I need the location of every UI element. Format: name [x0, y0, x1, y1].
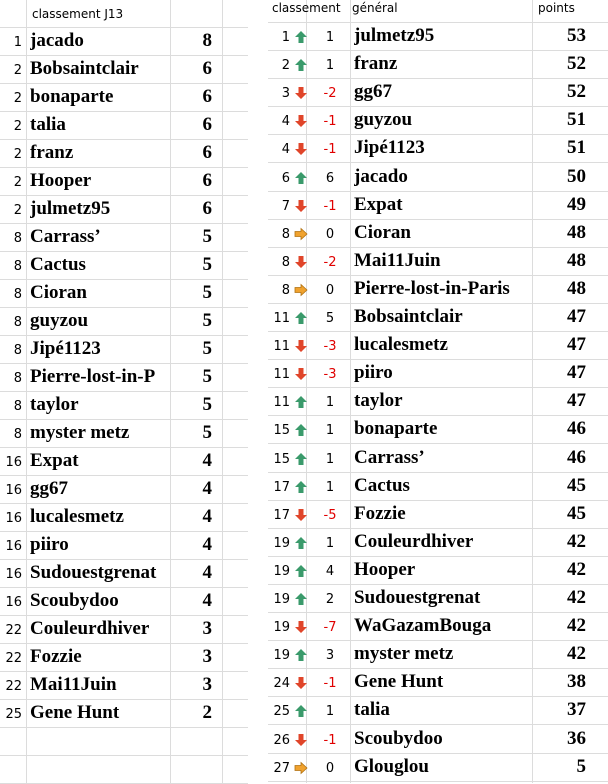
player-name: Hooper [30, 170, 92, 191]
player-name: Cactus [354, 474, 410, 496]
points-cell: 47 [567, 334, 586, 356]
rank-cell: 26 [273, 732, 290, 748]
arrow-down-icon [294, 676, 308, 690]
table-row [268, 613, 608, 641]
rank-cell: 8 [13, 427, 22, 442]
arrow-up-icon [294, 592, 308, 606]
table-row [268, 276, 608, 304]
player-name: Gene Hunt [30, 702, 120, 723]
points-cell: 6 [202, 58, 212, 79]
table-row [0, 420, 248, 448]
rank-cell: 16 [5, 539, 22, 554]
player-name: Glouglou [354, 755, 429, 777]
rank-cell: 2 [13, 91, 22, 106]
player-name: Carrass’ [30, 226, 101, 247]
trend-delta: -2 [323, 86, 337, 102]
rank-cell: 8 [281, 254, 290, 270]
table-row [268, 669, 608, 697]
points-cell: 6 [202, 198, 212, 219]
points-cell: 42 [567, 587, 586, 608]
player-name: Cactus [30, 254, 86, 275]
player-name: guyzou [354, 109, 413, 131]
trend-delta: -5 [323, 507, 337, 523]
player-name: myster metz [354, 643, 454, 665]
arrow-down-icon [294, 199, 308, 213]
trend-delta: 1 [325, 535, 335, 551]
table-row [0, 448, 248, 476]
arrow-up-icon [294, 704, 308, 718]
trend-delta: -2 [323, 254, 337, 270]
rank-cell: 4 [281, 142, 290, 158]
arrow-down-icon [294, 339, 308, 353]
points-cell: 5 [202, 338, 212, 359]
rank-cell: 11 [273, 367, 290, 383]
player-name: gg67 [30, 478, 68, 499]
arrow-up-icon [294, 423, 308, 437]
table-row [0, 504, 248, 532]
trend-delta: -3 [323, 367, 337, 383]
table-row [268, 501, 608, 529]
rank-cell: 2 [281, 58, 290, 74]
arrow-up-icon [294, 58, 308, 72]
trend-delta: 1 [325, 451, 335, 467]
table-row [0, 672, 248, 700]
arrow-up-icon [294, 536, 308, 550]
player-name: Hooper [354, 558, 416, 580]
player-name: piiro [354, 362, 393, 384]
trend-delta: 1 [325, 479, 335, 495]
table-row [0, 252, 248, 280]
points-cell: 47 [567, 390, 586, 412]
table-row [268, 332, 608, 360]
rank-cell: 24 [273, 676, 290, 692]
player-name: julmetz95 [354, 25, 435, 46]
rank-cell: 16 [5, 567, 22, 582]
arrow-right-icon [294, 227, 308, 241]
points-cell: 51 [567, 137, 586, 159]
table-row [268, 388, 608, 416]
player-name: Pierre-lost-in-Paris [354, 277, 510, 299]
player-name: bonaparte [354, 418, 438, 440]
table-row [0, 84, 248, 112]
arrow-up-icon [294, 480, 308, 494]
table-row [268, 473, 608, 501]
player-name: Mai11Juin [354, 249, 441, 271]
points-cell: 6 [202, 114, 212, 135]
table-row [268, 135, 608, 163]
player-name: piiro [30, 534, 69, 555]
rank-cell: 19 [273, 648, 290, 664]
player-name: taylor [354, 390, 403, 412]
arrow-right-icon [294, 761, 308, 775]
points-cell: 45 [567, 474, 586, 496]
player-name: myster metz [30, 422, 130, 443]
points-cell: 47 [567, 306, 586, 327]
rank-cell: 8 [13, 231, 22, 246]
arrow-right-icon [294, 283, 308, 297]
table-row [0, 196, 248, 224]
rank-cell: 3 [281, 86, 290, 102]
points-cell: 49 [567, 193, 586, 215]
left-header: classement J13 [32, 7, 124, 21]
arrow-down-icon [294, 255, 308, 269]
points-cell: 45 [567, 502, 586, 524]
points-cell: 42 [567, 615, 586, 637]
table-row [0, 364, 248, 392]
points-cell: 3 [202, 674, 212, 695]
points-cell: 4 [202, 450, 212, 471]
rank-cell: 11 [273, 395, 290, 411]
points-cell: 3 [202, 618, 212, 639]
rank-cell: 1 [13, 35, 22, 50]
rank-cell: 8 [13, 315, 22, 330]
points-cell: 48 [567, 221, 586, 243]
points-cell: 37 [567, 699, 586, 721]
player-name: lucalesmetz [354, 334, 448, 356]
points-cell: 4 [202, 534, 212, 555]
table-row [268, 697, 608, 725]
table-row [0, 616, 248, 644]
player-name: Scoubydoo [354, 727, 443, 749]
table-row [0, 392, 248, 420]
arrow-down-icon [294, 733, 308, 747]
table-row [0, 644, 248, 672]
table-row [0, 168, 248, 196]
points-cell: 51 [567, 109, 586, 131]
table-row [0, 588, 248, 616]
points-cell: 47 [567, 362, 586, 384]
arrow-up-icon [294, 452, 308, 466]
trend-delta: 1 [325, 30, 335, 45]
arrow-up-icon [294, 395, 308, 409]
rank-cell: 15 [273, 451, 290, 467]
points-cell: 6 [202, 86, 212, 107]
player-name: Jipé1123 [30, 338, 101, 359]
points-cell: 36 [567, 727, 586, 749]
rank-cell: 11 [273, 339, 290, 355]
table-row [268, 304, 608, 332]
rank-cell: 8 [13, 259, 22, 274]
table-row [268, 360, 608, 388]
player-name: Scoubydoo [30, 590, 119, 611]
trend-delta: -1 [323, 114, 337, 130]
table-row [268, 51, 608, 79]
player-name: Couleurdhiver [30, 618, 150, 639]
table-row [0, 140, 248, 168]
arrow-down-icon [294, 508, 308, 522]
rank-cell: 22 [5, 651, 22, 666]
rank-cell: 8 [281, 226, 290, 242]
player-name: WaGazamBouga [354, 615, 492, 637]
points-cell: 42 [567, 530, 586, 552]
points-cell: 3 [202, 646, 212, 667]
rank-cell: 11 [273, 311, 290, 326]
rank-cell: 15 [273, 423, 290, 439]
player-name: Cioran [30, 282, 87, 303]
trend-delta: 0 [325, 282, 335, 298]
table-row [0, 308, 248, 336]
table-row [0, 476, 248, 504]
arrow-up-icon [294, 564, 308, 578]
player-name: guyzou [30, 310, 89, 331]
trend-delta: 5 [325, 311, 335, 326]
player-name: julmetz95 [30, 198, 111, 219]
player-name: jacado [354, 165, 408, 187]
trend-delta: -1 [323, 198, 337, 214]
rank-cell: 22 [5, 623, 22, 638]
table-row [268, 23, 608, 51]
table-row [268, 107, 608, 135]
points-cell: 5 [202, 226, 212, 247]
gridline-row [0, 728, 248, 756]
table-row [0, 560, 248, 588]
player-name: talia [30, 114, 66, 135]
table-row [268, 248, 608, 276]
rank-cell: 2 [13, 63, 22, 78]
points-cell: 52 [567, 81, 586, 103]
rank-cell: 2 [13, 119, 22, 134]
arrow-down-icon [294, 367, 308, 381]
rank-cell: 2 [13, 175, 22, 190]
player-name: Sudouestgrenat [30, 562, 157, 583]
table-row [0, 532, 248, 560]
player-name: Expat [354, 193, 403, 215]
player-name: gg67 [354, 81, 392, 103]
right-header-classement: classement [272, 1, 341, 15]
arrow-down-icon [294, 620, 308, 634]
trend-delta: 3 [325, 648, 335, 664]
table-row [0, 56, 248, 84]
points-cell: 5 [202, 254, 212, 275]
trend-delta: 0 [325, 760, 335, 776]
points-cell: 52 [567, 53, 586, 75]
arrow-up-icon [294, 171, 308, 185]
player-name: Jipé1123 [354, 137, 425, 159]
player-name: franz [354, 53, 398, 75]
rank-cell: 16 [5, 483, 22, 498]
rank-cell: 16 [5, 455, 22, 470]
points-cell: 5 [576, 755, 586, 777]
rank-cell: 19 [273, 535, 290, 551]
arrow-up-icon [294, 311, 308, 325]
points-cell: 4 [202, 590, 212, 611]
arrow-down-icon [294, 114, 308, 128]
table-row [268, 585, 608, 613]
right-header-points: points [538, 1, 575, 15]
rank-cell: 19 [273, 592, 290, 607]
points-cell: 50 [567, 165, 586, 187]
player-name: Carrass’ [354, 446, 425, 468]
player-name: bonaparte [30, 86, 114, 107]
points-cell: 42 [567, 558, 586, 580]
points-cell: 46 [567, 446, 586, 468]
table-row [268, 220, 608, 248]
points-cell: 5 [202, 310, 212, 331]
player-name: Cioran [354, 221, 411, 243]
table-row [268, 79, 608, 107]
player-name: franz [30, 142, 74, 163]
player-name: taylor [30, 394, 79, 415]
table-row [268, 164, 608, 192]
points-cell: 6 [202, 142, 212, 163]
trend-delta: 1 [325, 58, 335, 74]
rank-cell: 19 [273, 563, 290, 579]
trend-delta: 1 [325, 395, 335, 411]
player-name: Expat [30, 450, 79, 471]
rank-cell: 7 [281, 198, 290, 214]
player-name: Mai11Juin [30, 674, 117, 695]
rank-cell: 8 [281, 282, 290, 298]
player-name: Fozzie [30, 646, 82, 667]
table-row [0, 112, 248, 140]
rank-cell: 2 [13, 203, 22, 218]
player-name: Fozzie [354, 502, 406, 524]
rank-cell: 8 [13, 371, 22, 386]
trend-delta: 1 [325, 704, 335, 720]
player-name: talia [354, 699, 390, 721]
player-name: Bobsaintclair [30, 58, 139, 79]
rank-cell: 25 [5, 707, 22, 722]
player-name: Couleurdhiver [354, 530, 474, 552]
table-row [268, 754, 608, 782]
arrow-up-icon [294, 648, 308, 662]
rank-cell: 8 [13, 399, 22, 414]
points-cell: 4 [202, 562, 212, 583]
table-row [0, 280, 248, 308]
points-cell: 6 [202, 170, 212, 191]
points-cell: 38 [567, 671, 586, 693]
points-cell: 53 [567, 25, 586, 46]
arrow-down-icon [294, 86, 308, 100]
rank-cell: 8 [13, 343, 22, 358]
points-cell: 42 [567, 643, 586, 665]
rank-cell: 1 [281, 30, 290, 45]
points-cell: 5 [202, 422, 212, 443]
rank-cell: 4 [281, 114, 290, 130]
trend-delta: 6 [325, 170, 335, 186]
points-cell: 5 [202, 394, 212, 415]
trend-delta: -1 [323, 676, 337, 692]
right-header-general: général [352, 1, 398, 15]
trend-delta: -1 [323, 732, 337, 748]
player-name: Sudouestgrenat [354, 587, 481, 608]
points-cell: 2 [202, 702, 212, 723]
rank-cell: 27 [273, 760, 290, 776]
rank-cell: 8 [13, 287, 22, 302]
rank-cell: 22 [5, 679, 22, 694]
table-row [268, 445, 608, 473]
trend-delta: 1 [325, 423, 335, 439]
rank-cell: 16 [5, 595, 22, 610]
points-cell: 5 [202, 366, 212, 387]
table-row [268, 416, 608, 444]
table-row [268, 529, 608, 557]
player-name: Gene Hunt [354, 671, 444, 693]
trend-delta: -7 [323, 620, 337, 636]
table-row [268, 726, 608, 754]
trend-delta: 4 [325, 563, 335, 579]
points-cell: 4 [202, 506, 212, 527]
rank-cell: 19 [273, 620, 290, 636]
rank-cell: 2 [13, 147, 22, 162]
classement-j13-table [0, 0, 248, 783]
trend-delta: -1 [323, 142, 337, 158]
table-row [268, 641, 608, 669]
trend-delta: 0 [325, 226, 335, 242]
table-row [0, 28, 248, 56]
player-name: Pierre-lost-in-P [30, 366, 156, 387]
table-row [268, 557, 608, 585]
arrow-up-icon [294, 30, 308, 44]
table-row [0, 336, 248, 364]
player-name: lucalesmetz [30, 506, 124, 527]
classement-general-table [268, 0, 608, 783]
rank-cell: 16 [5, 511, 22, 526]
points-cell: 48 [567, 249, 586, 271]
table-row [0, 700, 248, 728]
points-cell: 5 [202, 282, 212, 303]
points-cell: 46 [567, 418, 586, 440]
rank-cell: 6 [281, 170, 290, 186]
arrow-down-icon [294, 142, 308, 156]
points-cell: 48 [567, 277, 586, 299]
rank-cell: 17 [273, 507, 290, 523]
gridline-row [0, 756, 248, 784]
player-name: jacado [30, 30, 84, 51]
table-row [0, 224, 248, 252]
points-cell: 8 [202, 30, 212, 51]
rank-cell: 25 [273, 704, 290, 720]
points-cell: 4 [202, 478, 212, 499]
trend-delta: -3 [323, 339, 337, 355]
table-row [268, 192, 608, 220]
trend-delta: 2 [325, 592, 335, 607]
rank-cell: 17 [273, 479, 290, 495]
player-name: Bobsaintclair [354, 306, 463, 327]
